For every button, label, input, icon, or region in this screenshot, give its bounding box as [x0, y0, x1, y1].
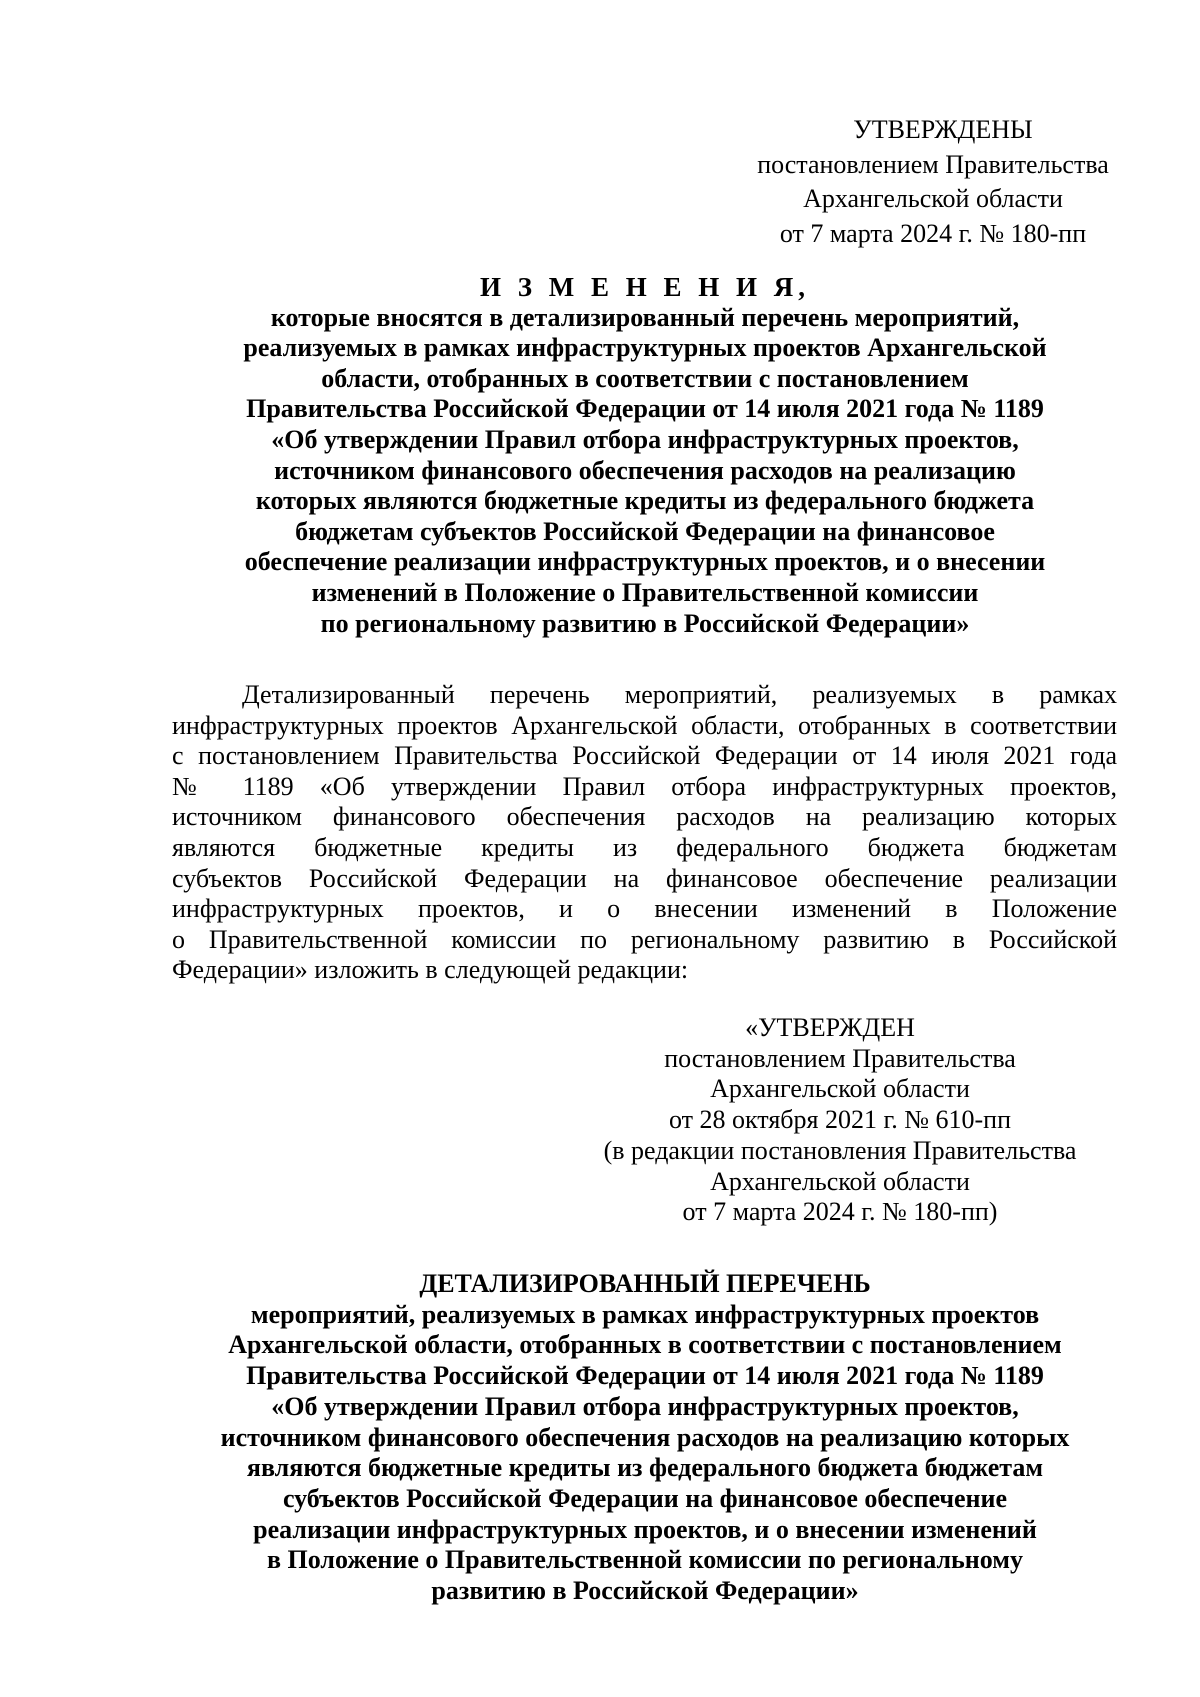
- changes-title-line: области, отобранных в соответствии с постановлением: [321, 363, 969, 393]
- list-title-line: источником финансового обеспечения расходов на реализацию которых: [220, 1422, 1070, 1452]
- list-title-line: «Об утверждении Правил отбора инфраструктурных проектов,: [271, 1391, 1019, 1421]
- list-title-line: мероприятий, реализуемых в рамках инфраструктурных проектов: [250, 1299, 1040, 1329]
- paragraph-line: с постановлением Правительства Российской Федерации от 14 июля 2021 года: [172, 741, 1117, 771]
- approval-inner-line: от 7 марта 2024 г. № 180-пп): [682, 1197, 998, 1227]
- approval-header-line: УТВЕРЖДЕНЫ: [853, 115, 1033, 144]
- paragraph-line: о Правительственной комиссии по региональному развитию в Российской: [172, 924, 1117, 954]
- changes-heading: И З М Е Н Е Н И Я,: [479, 272, 810, 302]
- changes-title-line: Правительства Российской Федерации от 14 июля 2021 года № 1189: [246, 394, 1044, 424]
- paragraph-line: инфраструктурных проектов, и о внесении изменений в Положение: [172, 894, 1117, 924]
- list-title-line: субъектов Российской Федерации на финансовое обеспечение: [282, 1483, 1008, 1513]
- changes-title-line: изменений в Положение о Правительственной комиссии: [311, 577, 979, 607]
- approval-header: [733, 113, 1133, 251]
- changes-title: [160, 272, 1130, 639]
- list-title-line: в Положение о Правительственной комиссии по региональному: [267, 1545, 1023, 1575]
- approval-inner-line: от 28 октября 2021 г. № 610-пп: [669, 1105, 1011, 1135]
- paragraph-line: источником финансового обеспечения расходов на реализацию которых: [172, 802, 1117, 832]
- approval-header-line: Архангельской области: [803, 184, 1063, 213]
- approval-inner: [560, 1013, 1120, 1228]
- approval-header-line: от 7 марта 2024 г. № 180-пп: [779, 218, 1087, 248]
- body-paragraph: [172, 680, 1117, 986]
- paragraph-line: № 1189 «Об утверждении Правил отбора инфраструктурных проектов,: [172, 771, 1117, 801]
- list-title-line: являются бюджетные кредиты из федерального бюджета бюджетам: [246, 1453, 1044, 1483]
- changes-title-line: которые вносятся в детализированный перечень мероприятий,: [270, 302, 1020, 332]
- changes-title-line: обеспечение реализации инфраструктурных проектов, и о внесении: [244, 547, 1046, 577]
- changes-title-line: источником финансового обеспечения расходов на реализацию: [274, 455, 1016, 485]
- approval-header-line: постановлением Правительства: [757, 149, 1109, 179]
- list-title: [160, 1269, 1130, 1607]
- changes-title-line: реализуемых в рамках инфраструктурных проектов Архангельской: [243, 333, 1047, 363]
- list-title-line: реализации инфраструктурных проектов, и о внесении изменений: [253, 1514, 1037, 1544]
- paragraph-line: инфраструктурных проектов Архангельской области, отобранных в соответствии: [172, 710, 1117, 740]
- changes-title-line: которых являются бюджетные кредиты из федерального бюджета: [255, 486, 1035, 516]
- approval-inner-line: (в редакции постановления Правительства: [603, 1135, 1077, 1165]
- paragraph-line: Детализированный перечень мероприятий, реализуемых в рамках: [242, 680, 1117, 709]
- paragraph-line: Федерации» изложить в следующей редакции:: [172, 955, 689, 985]
- list-title-line: Архангельской области, отобранных в соответствии с постановлением: [228, 1330, 1062, 1360]
- paragraph-line: субъектов Российской Федерации на финансовое обеспечение реализации: [172, 863, 1117, 893]
- list-title-line: Правительства Российской Федерации от 14 июля 2021 года № 1189: [246, 1361, 1044, 1391]
- approval-inner-line: постановлением Правительства: [664, 1043, 1016, 1073]
- list-heading: ДЕТАЛИЗИРОВАННЫЙ ПЕРЕЧЕНЬ: [419, 1269, 871, 1298]
- list-title-line: развитию в Российской Федерации»: [431, 1576, 859, 1606]
- approval-inner-line: Архангельской области: [710, 1166, 970, 1196]
- approval-inner-line: Архангельской области: [710, 1074, 970, 1104]
- approval-inner-line: «УТВЕРЖДЕН: [745, 1013, 915, 1042]
- changes-title-line: бюджетам субъектов Российской Федерации на финансовое: [295, 516, 995, 546]
- paragraph-line: являются бюджетные кредиты из федерального бюджета бюджетам: [172, 832, 1117, 862]
- changes-title-line: «Об утверждении Правил отбора инфраструктурных проектов,: [271, 424, 1019, 454]
- changes-title-line: по региональному развитию в Российской Федерации»: [320, 608, 970, 638]
